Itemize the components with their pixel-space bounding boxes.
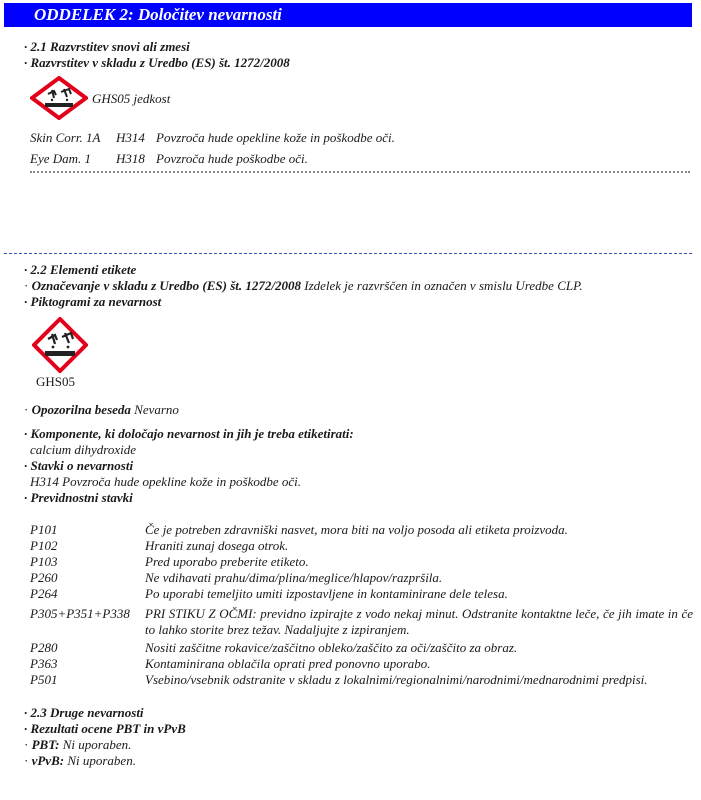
class-row-2-text: Povzroča hude poškodbe oči. <box>156 151 308 166</box>
precaution-text: Hraniti zunaj dosega otrok. <box>145 538 289 553</box>
class-row-1-text: Povzroča hude opekline kože in poškodbe oči. <box>156 130 395 145</box>
precaution-text: Pred uporabo preberite etiketo. <box>145 554 309 569</box>
precaution-code: P103 <box>30 554 58 569</box>
section-2-3-heading: · 2.3 Druge nevarnosti <box>24 705 144 720</box>
precautionary-heading: · Previdnostni stavki <box>24 490 133 505</box>
precaution-text: Ne vdihavati prahu/dima/plina/meglice/hlapov/razpršila. <box>145 570 443 585</box>
class-row-2-code: H318 <box>116 151 145 166</box>
precaution-code: P102 <box>30 538 58 553</box>
precaution-code: P101 <box>30 522 58 537</box>
precaution-text: Nositi zaščitne rokavice/zaščitno obleko/zaščito za oči/zaščito za obraz. <box>145 640 518 655</box>
section-header-bar <box>4 3 692 27</box>
ghs05-corrosion-icon <box>32 317 88 373</box>
class-row-1-class: Skin Corr. 1A <box>30 130 101 145</box>
pbt-line: · PBT: Ni uporaben. <box>24 737 132 752</box>
dashed-divider <box>4 253 692 254</box>
precaution-code: P501 <box>30 672 58 687</box>
pictogram-label: GHS05 jedkost <box>92 91 171 106</box>
precaution-text: Vsebino/vsebnik odstranite v skladu z lokalnimi/regionalnimi/narodnimi/mednarodnimi predpisi. <box>145 672 648 687</box>
class-row-1-code: H314 <box>116 130 145 145</box>
pbt-results-heading: · Rezultati ocene PBT in vPvB <box>24 721 186 736</box>
precaution-code: P260 <box>30 570 58 585</box>
signal-word-line: · Opozorilna beseda Nevarno <box>24 402 179 417</box>
section-title: ODDELEK 2: Določitev nevarnosti <box>34 5 282 24</box>
components-heading: · Komponente, ki določajo nevarnost in jih je treba etiketirati: <box>24 426 354 441</box>
precaution-code: P363 <box>30 656 58 671</box>
section-2-2-heading: · 2.2 Elementi etikete <box>24 262 137 277</box>
dotted-divider <box>30 171 690 173</box>
precaution-text: Če je potreben zdravniški nasvet, mora biti na voljo posoda ali etiketa proizvoda. <box>145 522 568 537</box>
section-2-1-heading: · 2.1 Razvrstitev snovi ali zmesi <box>24 39 190 54</box>
precaution-text: Po uporabi temeljito umiti izpostavljene in kontaminirane dele telesa. <box>145 586 508 601</box>
precaution-code: P280 <box>30 640 58 655</box>
class-row-2-class: Eye Dam. 1 <box>30 151 92 166</box>
vpvb-line: · vPvB: Ni uporaben. <box>24 753 136 768</box>
precaution-text: Kontaminirana oblačila oprati pred ponovno uporabo. <box>145 656 431 671</box>
precaution-code: P264 <box>30 586 58 601</box>
precaution-text: PRI STIKU Z OČMI: previdno izpirajte z vodo nekaj minut. Odstranite kontaktne leče, če jih imate in če to lahko storite brez težav. Nadaljujte z izpiranjem. <box>145 606 693 637</box>
precaution-code: P305+P351+P338 <box>30 606 130 621</box>
hazard-statements-heading: · Stavki o nevarnosti <box>24 458 134 473</box>
classification-heading: · Razvrstitev v skladu z Uredbo (ES) št. 1272/2008 <box>24 55 290 70</box>
hazard-statement: H314 Povzroča hude opekline kože in poškodbe oči. <box>30 474 302 489</box>
pictogram-code: GHS05 <box>36 374 76 389</box>
pictograms-heading: · Piktogrami za nevarnost <box>24 294 162 309</box>
labelling-line: · Označevanje v skladu z Uredbo (ES) št. 1272/2008 Izdelek je razvrščen in označen v smislu Uredbe CLP. <box>24 278 583 293</box>
components-value: calcium dihydroxide <box>30 442 137 457</box>
ghs05-corrosion-icon <box>30 76 88 120</box>
